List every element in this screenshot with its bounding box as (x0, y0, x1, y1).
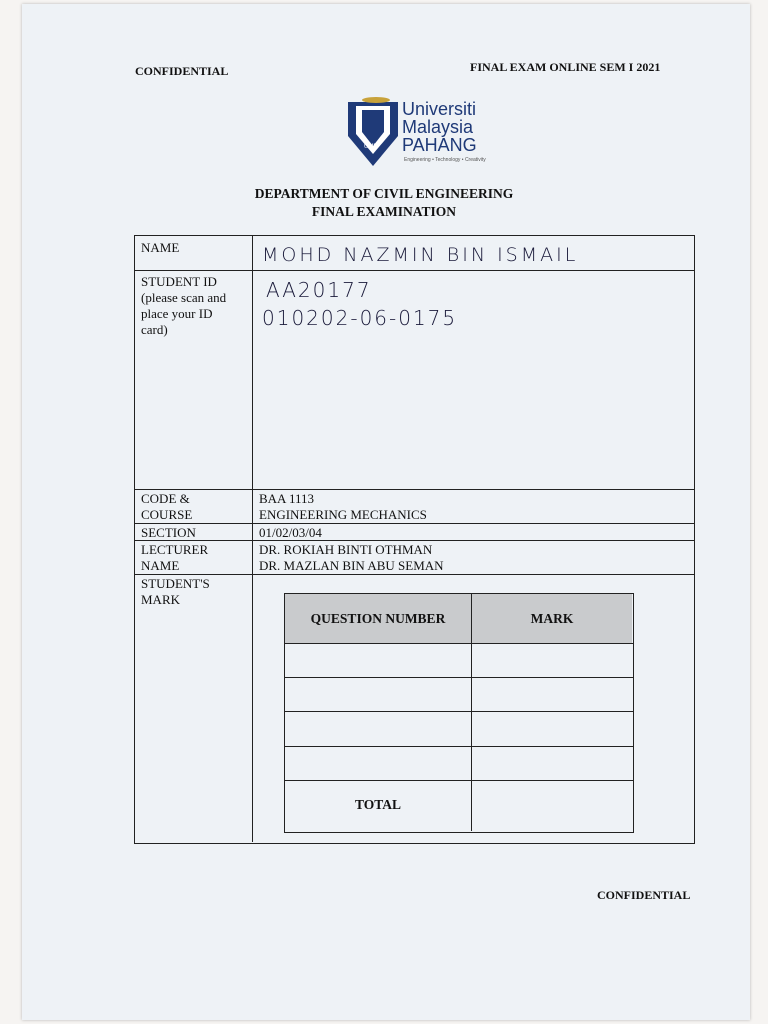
lecturer-label (141, 542, 208, 574)
section-value: 01/02/03/04 (259, 525, 322, 540)
lecturer-label-line2: NAME (141, 558, 180, 573)
code-label: CODE & (141, 491, 190, 506)
student-id-note-line3: card) (141, 322, 168, 337)
student-mark-label (141, 576, 210, 608)
form-column-divider (252, 236, 253, 842)
row-divider (135, 574, 694, 575)
lecturer-name-1: DR. ROKIAH BINTI OTHMAN (259, 542, 433, 557)
confidential-footer: CONFIDENTIAL (597, 888, 691, 902)
course-name-value: ENGINEERING MECHANICS (259, 507, 427, 522)
name-value: MOHD NAZMIN BIN ISMAIL (262, 244, 579, 266)
mark-table-row-line (285, 677, 633, 678)
name-label: NAME (141, 240, 180, 255)
code-course-label (141, 491, 192, 523)
mark-header: MARK (530, 611, 574, 626)
mark-table-row-line (285, 746, 633, 747)
course-label: COURSE (141, 507, 193, 522)
logo-wordmark (402, 100, 477, 154)
student-id-note-line2: place your ID (141, 306, 213, 321)
department-title: DEPARTMENT OF CIVIL ENGINEERING (254, 186, 514, 201)
student-id-value: AA20177 (266, 278, 372, 302)
row-divider (135, 489, 694, 490)
code-course-value (259, 491, 427, 523)
mark-table-row-line (285, 711, 633, 712)
logo-crest (362, 97, 390, 103)
exam-type-title: FINAL EXAMINATION (311, 204, 457, 219)
row-divider (135, 270, 694, 271)
mark-table-row-line (285, 780, 633, 781)
student-mark-label-line2: MARK (141, 592, 181, 607)
lecturer-label-line1: LECTURER (141, 542, 209, 557)
exam-title-header: FINAL EXAM ONLINE SEM I 2021 (470, 60, 661, 74)
question-number-header: QUESTION NUMBER (310, 611, 446, 626)
confidential-header: CONFIDENTIAL (135, 64, 229, 78)
mark-table-column-divider (471, 594, 472, 831)
student-id-label-line1: STUDENT ID (141, 274, 217, 289)
student-id-label (141, 274, 226, 338)
logo-tagline: Engineering • Technology • Creativity (404, 157, 486, 163)
row-divider (135, 523, 694, 524)
mark-table-row-line (285, 643, 633, 644)
lecturer-value (259, 542, 444, 574)
total-label: TOTAL (354, 797, 402, 812)
logo-line1: Universiti (402, 99, 477, 119)
course-code-value: BAA 1113 (259, 491, 315, 506)
student-mark-label-line1: STUDENT'S (141, 576, 210, 591)
student-id-note-line1: (please scan and (141, 290, 227, 305)
section-label: SECTION (141, 525, 196, 540)
logo-line3: PAHANG (402, 135, 477, 155)
ic-number-value: 010202-06-0175 (262, 306, 458, 330)
lecturer-name-2: DR. MAZLAN BIN ABU SEMAN (259, 558, 444, 573)
row-divider (135, 540, 694, 541)
logo-line2: Malaysia (402, 117, 474, 137)
logo-badge: UMP (364, 144, 378, 150)
